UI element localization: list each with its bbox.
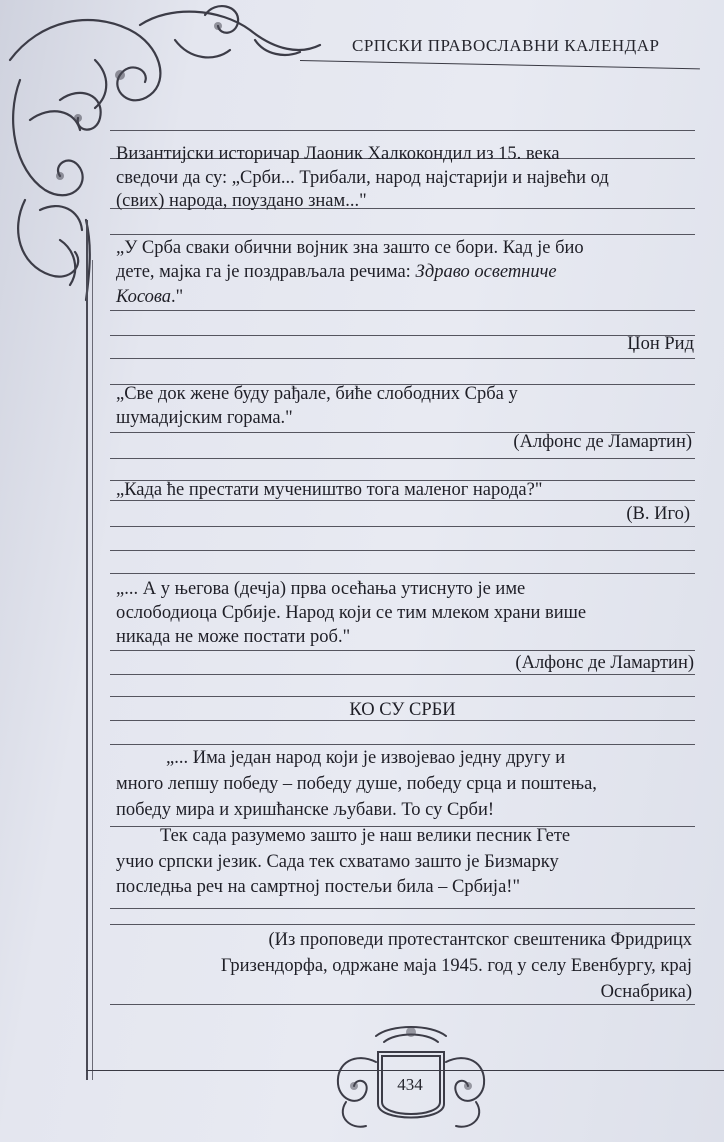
quote2-line2-plain: дете, мајка га је поздрављала речима:	[116, 262, 416, 282]
ruled-line	[110, 696, 695, 697]
source-line1: (Из проповеди протестантског свештеника Фридрицх	[268, 930, 692, 950]
quote1-line3: (свих) народа, поуздано знам..."	[116, 191, 367, 211]
paragraph2-line3: последња реч на самртној постељи била – Србија!"	[116, 877, 520, 897]
quote2-line2	[116, 262, 557, 283]
quote5-author: (Алфонс де Ламартин)	[515, 653, 694, 673]
ruled-line	[110, 744, 695, 745]
section-heading: КО СУ СРБИ	[349, 700, 456, 720]
ruled-line	[110, 650, 695, 651]
paragraph1-line1: „... Има један народ који је извојевао једну другу и	[166, 748, 566, 768]
quote5-line3: никада не може постати роб."	[116, 627, 351, 647]
quote2-line3-italic: Косова	[116, 287, 171, 307]
ruled-line	[110, 1004, 695, 1005]
ruled-line	[110, 550, 695, 551]
ruled-line	[110, 130, 695, 131]
left-border-inner-line	[92, 260, 93, 1080]
quote4-author: (В. Иго)	[626, 504, 690, 524]
source-line3: Оснабрика)	[600, 982, 692, 1002]
source-line2: Гризендорфа, одржане маја 1945. год у селу Евенбургу, крај	[220, 956, 692, 976]
quote5-line1: „... А у његова (дечја) прва осећања утиснуто је име	[116, 579, 526, 599]
paragraph2-line2: учио српски језик. Сада тек схватамо зашто је Бизмарку	[116, 852, 559, 872]
quote1-line2: сведочи да су: „Срби... Трибали, народ најстарији и највећи од	[116, 168, 609, 188]
ruled-line	[110, 458, 695, 459]
ruled-line	[110, 526, 695, 527]
running-header: СРПСКИ ПРАВОСЛАВНИ КАЛЕНДАР	[352, 36, 660, 55]
ruled-line	[110, 908, 695, 909]
paragraph1-line3: победу мира и хришћанске љубави. То су Срби!	[116, 800, 495, 820]
paragraph2-line1: Тек сада разумемо зашто је наш велики песник Гете	[160, 826, 571, 846]
header-rule	[300, 60, 700, 69]
quote5-line2: ослободиоца Србије. Народ који се тим млеком храни више	[116, 603, 587, 623]
quote3-line2: шумадијским горама."	[116, 408, 293, 428]
ruled-line	[110, 573, 695, 574]
page-number: 434	[397, 1075, 423, 1094]
quote3-line1: „Све док жене буду рађале, биће слободних Срба у	[116, 384, 518, 404]
quote4-line1: „Када ће престати мучеништво тога маленог народа?"	[116, 480, 543, 500]
quote2-line1: „У Срба сваки обични војник зна зашто се бори. Кад је био	[116, 238, 584, 258]
quote3-author: (Алфонс де Ламартин)	[513, 432, 692, 452]
quote2-line3	[116, 287, 183, 308]
quote2-line2-italic: Здраво осветниче	[415, 262, 557, 282]
left-border-line	[86, 220, 88, 1080]
ruled-line	[110, 335, 695, 336]
ruled-line	[110, 674, 695, 675]
ruled-line	[110, 358, 695, 359]
ruled-line	[110, 310, 695, 311]
quote1-line1: Византијски историчар Лаоник Халкокондил из 15. века	[116, 144, 560, 164]
paragraph1-line2: много лепшу победу – победу душе, победу срца и поштења,	[116, 774, 597, 794]
ruled-line	[110, 924, 695, 925]
quote2-author: Џон Рид	[627, 334, 694, 354]
ruled-line	[110, 234, 695, 235]
quote2-line3-end: ."	[171, 287, 184, 307]
